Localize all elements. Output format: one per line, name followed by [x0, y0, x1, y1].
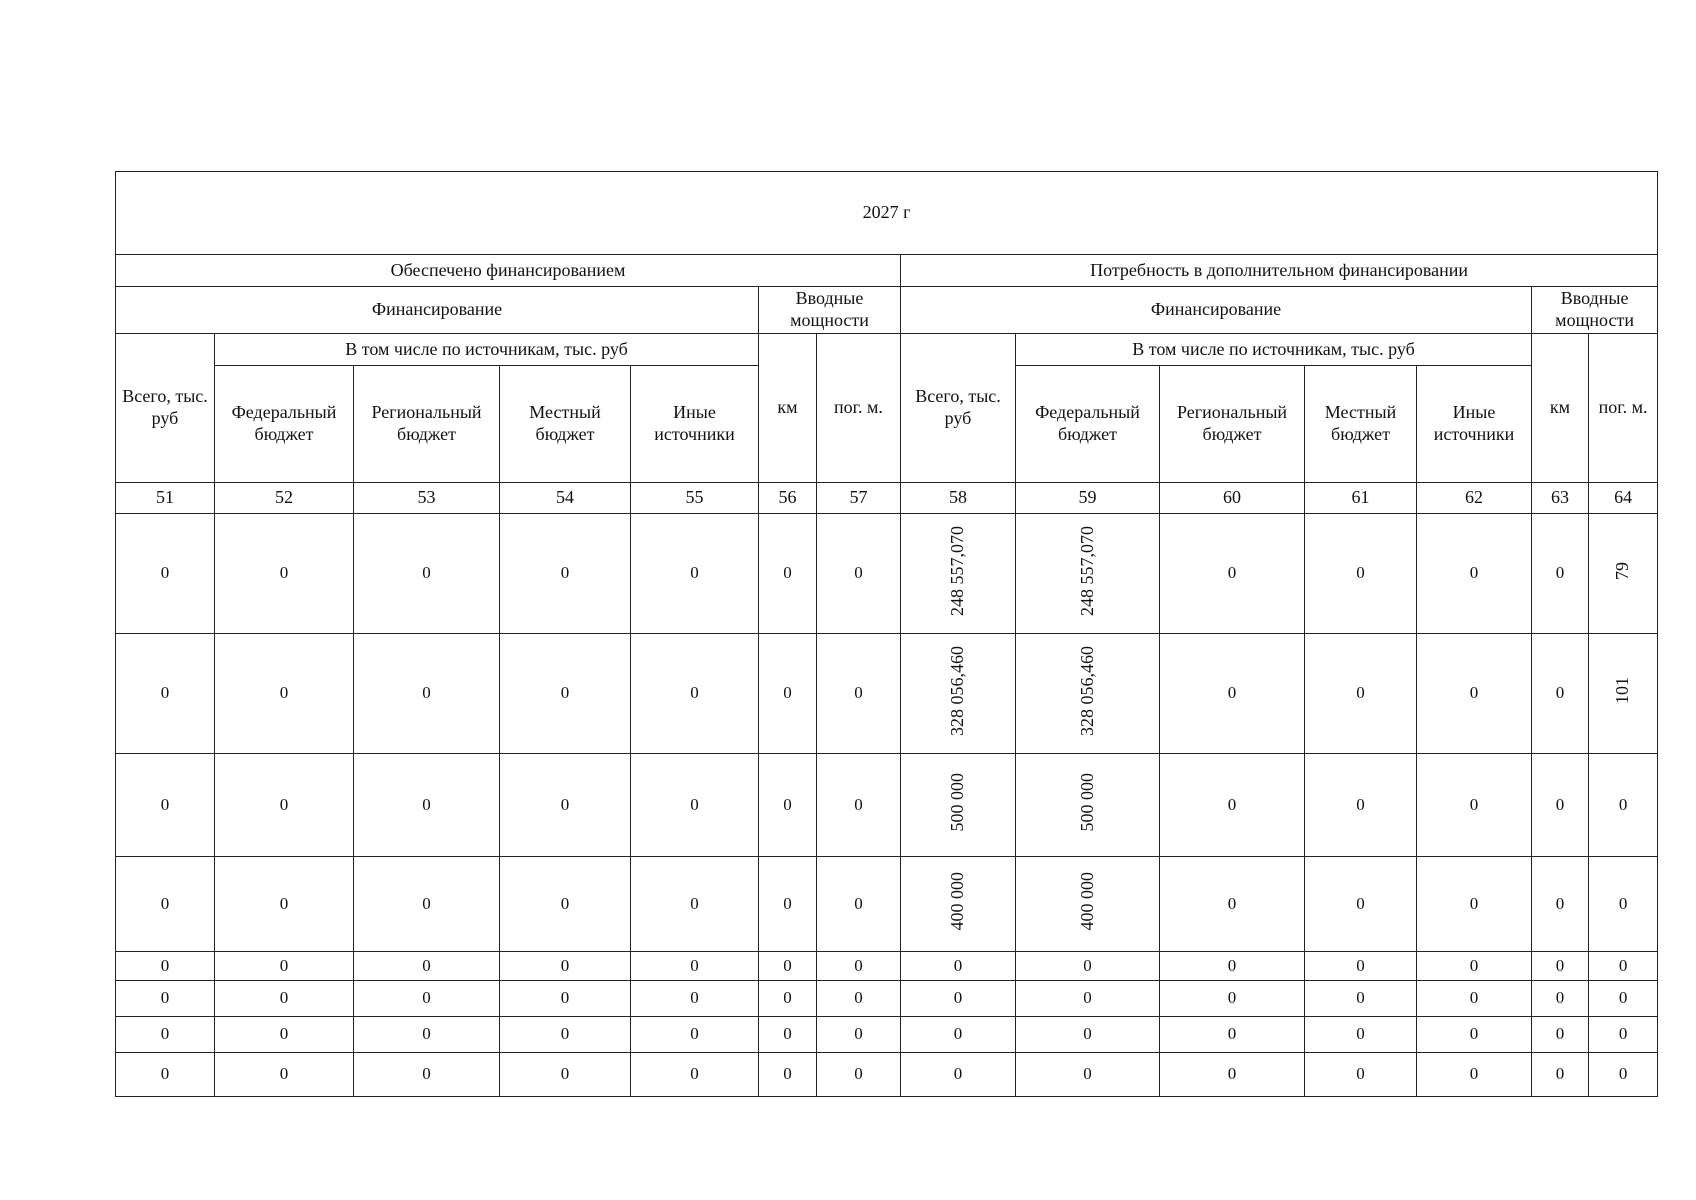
- secured-other-header: Иные источники: [631, 366, 759, 483]
- additional-need-header: Потребность в дополнительном финансировании: [901, 255, 1658, 287]
- need-federal-header: Федеральный бюджет: [1016, 366, 1160, 483]
- secured-federal-header: Федеральный бюджет: [215, 366, 354, 483]
- need-km-header: км: [1532, 334, 1589, 483]
- table-cell: [1016, 754, 1160, 857]
- cell-value: 400 000: [1076, 871, 1097, 931]
- table-cell: 0: [116, 981, 215, 1017]
- financing-table: [115, 171, 1658, 1097]
- column-number: 51: [116, 483, 215, 514]
- need-regional-header: Региональный бюджет: [1160, 366, 1305, 483]
- cell-value: 400 000: [947, 871, 968, 931]
- table-cell: 0: [116, 514, 215, 634]
- table-cell: 0: [901, 1053, 1016, 1097]
- table-cell: 0: [817, 754, 901, 857]
- table-cell: 0: [500, 952, 631, 981]
- table-row: [116, 634, 1658, 754]
- table-row: [116, 857, 1658, 952]
- secured-financing-subheader: Финансирование: [116, 287, 759, 334]
- table-cell: 0: [817, 952, 901, 981]
- need-total-header: Всего, тыс. руб: [901, 334, 1016, 483]
- section-header-row: [116, 255, 1658, 287]
- table-cell: 0: [1305, 952, 1417, 981]
- year-header-row: [116, 172, 1658, 255]
- table-cell: 0: [1532, 514, 1589, 634]
- column-number: 58: [901, 483, 1016, 514]
- table-cell: 0: [215, 952, 354, 981]
- table-cell: 0: [354, 952, 500, 981]
- table-cell: 0: [817, 514, 901, 634]
- column-number: 62: [1417, 483, 1532, 514]
- table-cell: 0: [215, 981, 354, 1017]
- table-cell: 0: [215, 754, 354, 857]
- table-cell: 0: [901, 1017, 1016, 1053]
- table-cell: 0: [1417, 754, 1532, 857]
- table-row: [116, 754, 1658, 857]
- need-by-sources-header: В том числе по источникам, тыс. руб: [1016, 334, 1532, 366]
- table-row: [116, 514, 1658, 634]
- table-cell: [1016, 634, 1160, 754]
- cell-value: 79: [1612, 561, 1633, 580]
- need-capacity-header: Вводные мощности: [1532, 287, 1658, 334]
- table-cell: 0: [759, 754, 817, 857]
- table-cell: 0: [759, 634, 817, 754]
- table-cell: 0: [500, 1053, 631, 1097]
- table-cell: 0: [1417, 1053, 1532, 1097]
- table-cell: 0: [1160, 1053, 1305, 1097]
- table-cell: 0: [901, 981, 1016, 1017]
- table-row: [116, 1053, 1658, 1097]
- secured-total-header: Всего, тыс. руб: [116, 334, 215, 483]
- table-cell: 0: [1016, 981, 1160, 1017]
- table-cell: 0: [116, 1017, 215, 1053]
- table-body: [116, 172, 1658, 1097]
- table-cell: 0: [1532, 952, 1589, 981]
- table-cell: 0: [1160, 514, 1305, 634]
- table-cell: 0: [215, 514, 354, 634]
- table-cell: [901, 634, 1016, 754]
- cell-value: 101: [1612, 677, 1633, 705]
- table-cell: 0: [354, 754, 500, 857]
- cell-value: 500 000: [947, 772, 968, 832]
- table-cell: 0: [354, 1017, 500, 1053]
- table-cell: 0: [1417, 1017, 1532, 1053]
- table-cell: 0: [215, 1053, 354, 1097]
- table-cell: 0: [631, 952, 759, 981]
- table-cell: 0: [759, 514, 817, 634]
- need-local-header: Местный бюджет: [1305, 366, 1417, 483]
- table-cell: 0: [817, 634, 901, 754]
- table-cell: 0: [901, 952, 1016, 981]
- table-cell: [1589, 514, 1658, 634]
- cell-value: 248 557,070: [1076, 525, 1097, 616]
- table-cell: 0: [215, 857, 354, 952]
- table-cell: 0: [1532, 857, 1589, 952]
- table-cell: 0: [1305, 514, 1417, 634]
- table-cell: 0: [1532, 1053, 1589, 1097]
- table-row: [116, 981, 1658, 1017]
- table-cell: 0: [631, 857, 759, 952]
- table-cell: [901, 754, 1016, 857]
- table-cell: 0: [1160, 754, 1305, 857]
- table-cell: [901, 857, 1016, 952]
- table-cell: 0: [759, 1053, 817, 1097]
- table-cell: 0: [631, 1053, 759, 1097]
- column-number: 52: [215, 483, 354, 514]
- table-cell: 0: [1160, 634, 1305, 754]
- table-cell: 0: [500, 857, 631, 952]
- cell-value: 328 056,460: [1076, 645, 1097, 736]
- table-cell: 0: [631, 754, 759, 857]
- secured-linear-m-header: пог. м.: [817, 334, 901, 483]
- column-number: 64: [1589, 483, 1658, 514]
- table-cell: 0: [215, 1017, 354, 1053]
- table-cell: 0: [116, 857, 215, 952]
- column-numbers-row: [116, 483, 1658, 514]
- table-cell: 0: [1532, 634, 1589, 754]
- year-header: 2027 г: [116, 172, 1658, 255]
- table-cell: [1016, 857, 1160, 952]
- table-cell: [901, 514, 1016, 634]
- table-cell: 0: [354, 514, 500, 634]
- sources-header-row: [116, 334, 1658, 366]
- secured-regional-header: Региональный бюджет: [354, 366, 500, 483]
- table-row: [116, 952, 1658, 981]
- table-cell: 0: [500, 1017, 631, 1053]
- table-cell: 0: [759, 952, 817, 981]
- need-other-header: Иные источники: [1417, 366, 1532, 483]
- secured-by-sources-header: В том числе по источникам, тыс. руб: [215, 334, 759, 366]
- table-cell: 0: [500, 981, 631, 1017]
- table-cell: 0: [1305, 1053, 1417, 1097]
- secured-financing-header: Обеспечено финансированием: [116, 255, 901, 287]
- table-cell: 0: [1417, 514, 1532, 634]
- column-number: 63: [1532, 483, 1589, 514]
- table-cell: 0: [116, 1053, 215, 1097]
- table-cell: 0: [1016, 1017, 1160, 1053]
- table-row: [116, 1017, 1658, 1053]
- table-cell: 0: [1532, 1017, 1589, 1053]
- table-cell: 0: [817, 857, 901, 952]
- table-cell: 0: [1160, 952, 1305, 981]
- need-linear-m-header: пог. м.: [1589, 334, 1658, 483]
- table-cell: 0: [817, 981, 901, 1017]
- column-number: 59: [1016, 483, 1160, 514]
- table-cell: 0: [1016, 952, 1160, 981]
- column-number: 54: [500, 483, 631, 514]
- secured-capacity-header: Вводные мощности: [759, 287, 901, 334]
- table-cell: 0: [1305, 754, 1417, 857]
- table-cell: 0: [500, 634, 631, 754]
- table-cell: [1589, 634, 1658, 754]
- table-cell: 0: [1305, 857, 1417, 952]
- table-cell: 0: [1589, 754, 1658, 857]
- table-cell: 0: [631, 981, 759, 1017]
- table-cell: 0: [631, 634, 759, 754]
- table-cell: 0: [1160, 857, 1305, 952]
- table-cell: 0: [1589, 1053, 1658, 1097]
- column-number: 61: [1305, 483, 1417, 514]
- secured-local-header: Местный бюджет: [500, 366, 631, 483]
- secured-km-header: км: [759, 334, 817, 483]
- table-cell: 0: [116, 754, 215, 857]
- cell-value: 248 557,070: [947, 525, 968, 616]
- table-cell: 0: [759, 981, 817, 1017]
- table-cell: 0: [1417, 952, 1532, 981]
- table-cell: 0: [1589, 952, 1658, 981]
- table-cell: 0: [1305, 981, 1417, 1017]
- table-cell: 0: [631, 514, 759, 634]
- table-cell: [1016, 514, 1160, 634]
- table-cell: 0: [354, 857, 500, 952]
- table-cell: 0: [1532, 981, 1589, 1017]
- table-cell: 0: [1160, 1017, 1305, 1053]
- table-cell: 0: [1417, 634, 1532, 754]
- table-cell: 0: [759, 1017, 817, 1053]
- table-cell: 0: [1417, 981, 1532, 1017]
- table-cell: 0: [354, 634, 500, 754]
- table-cell: 0: [817, 1017, 901, 1053]
- need-financing-subheader: Финансирование: [901, 287, 1532, 334]
- table-cell: 0: [817, 1053, 901, 1097]
- table-cell: 0: [1589, 981, 1658, 1017]
- table-cell: 0: [1532, 754, 1589, 857]
- financing-header-row: [116, 287, 1658, 334]
- table-cell: 0: [1160, 981, 1305, 1017]
- column-number: 56: [759, 483, 817, 514]
- table-cell: 0: [354, 1053, 500, 1097]
- cell-value: 328 056,460: [947, 645, 968, 736]
- table-cell: 0: [759, 857, 817, 952]
- table-cell: 0: [116, 952, 215, 981]
- table-cell: 0: [631, 1017, 759, 1053]
- table-cell: 0: [354, 981, 500, 1017]
- table-cell: 0: [1305, 1017, 1417, 1053]
- table-cell: 0: [1589, 857, 1658, 952]
- column-number: 60: [1160, 483, 1305, 514]
- table-cell: 0: [500, 754, 631, 857]
- table-cell: 0: [215, 634, 354, 754]
- table-cell: 0: [1016, 1053, 1160, 1097]
- cell-value: 500 000: [1076, 772, 1097, 832]
- column-number: 57: [817, 483, 901, 514]
- table-cell: 0: [1589, 1017, 1658, 1053]
- column-number: 53: [354, 483, 500, 514]
- table-cell: 0: [1417, 857, 1532, 952]
- table-cell: 0: [1305, 634, 1417, 754]
- column-number: 55: [631, 483, 759, 514]
- table-cell: 0: [116, 634, 215, 754]
- table-cell: 0: [500, 514, 631, 634]
